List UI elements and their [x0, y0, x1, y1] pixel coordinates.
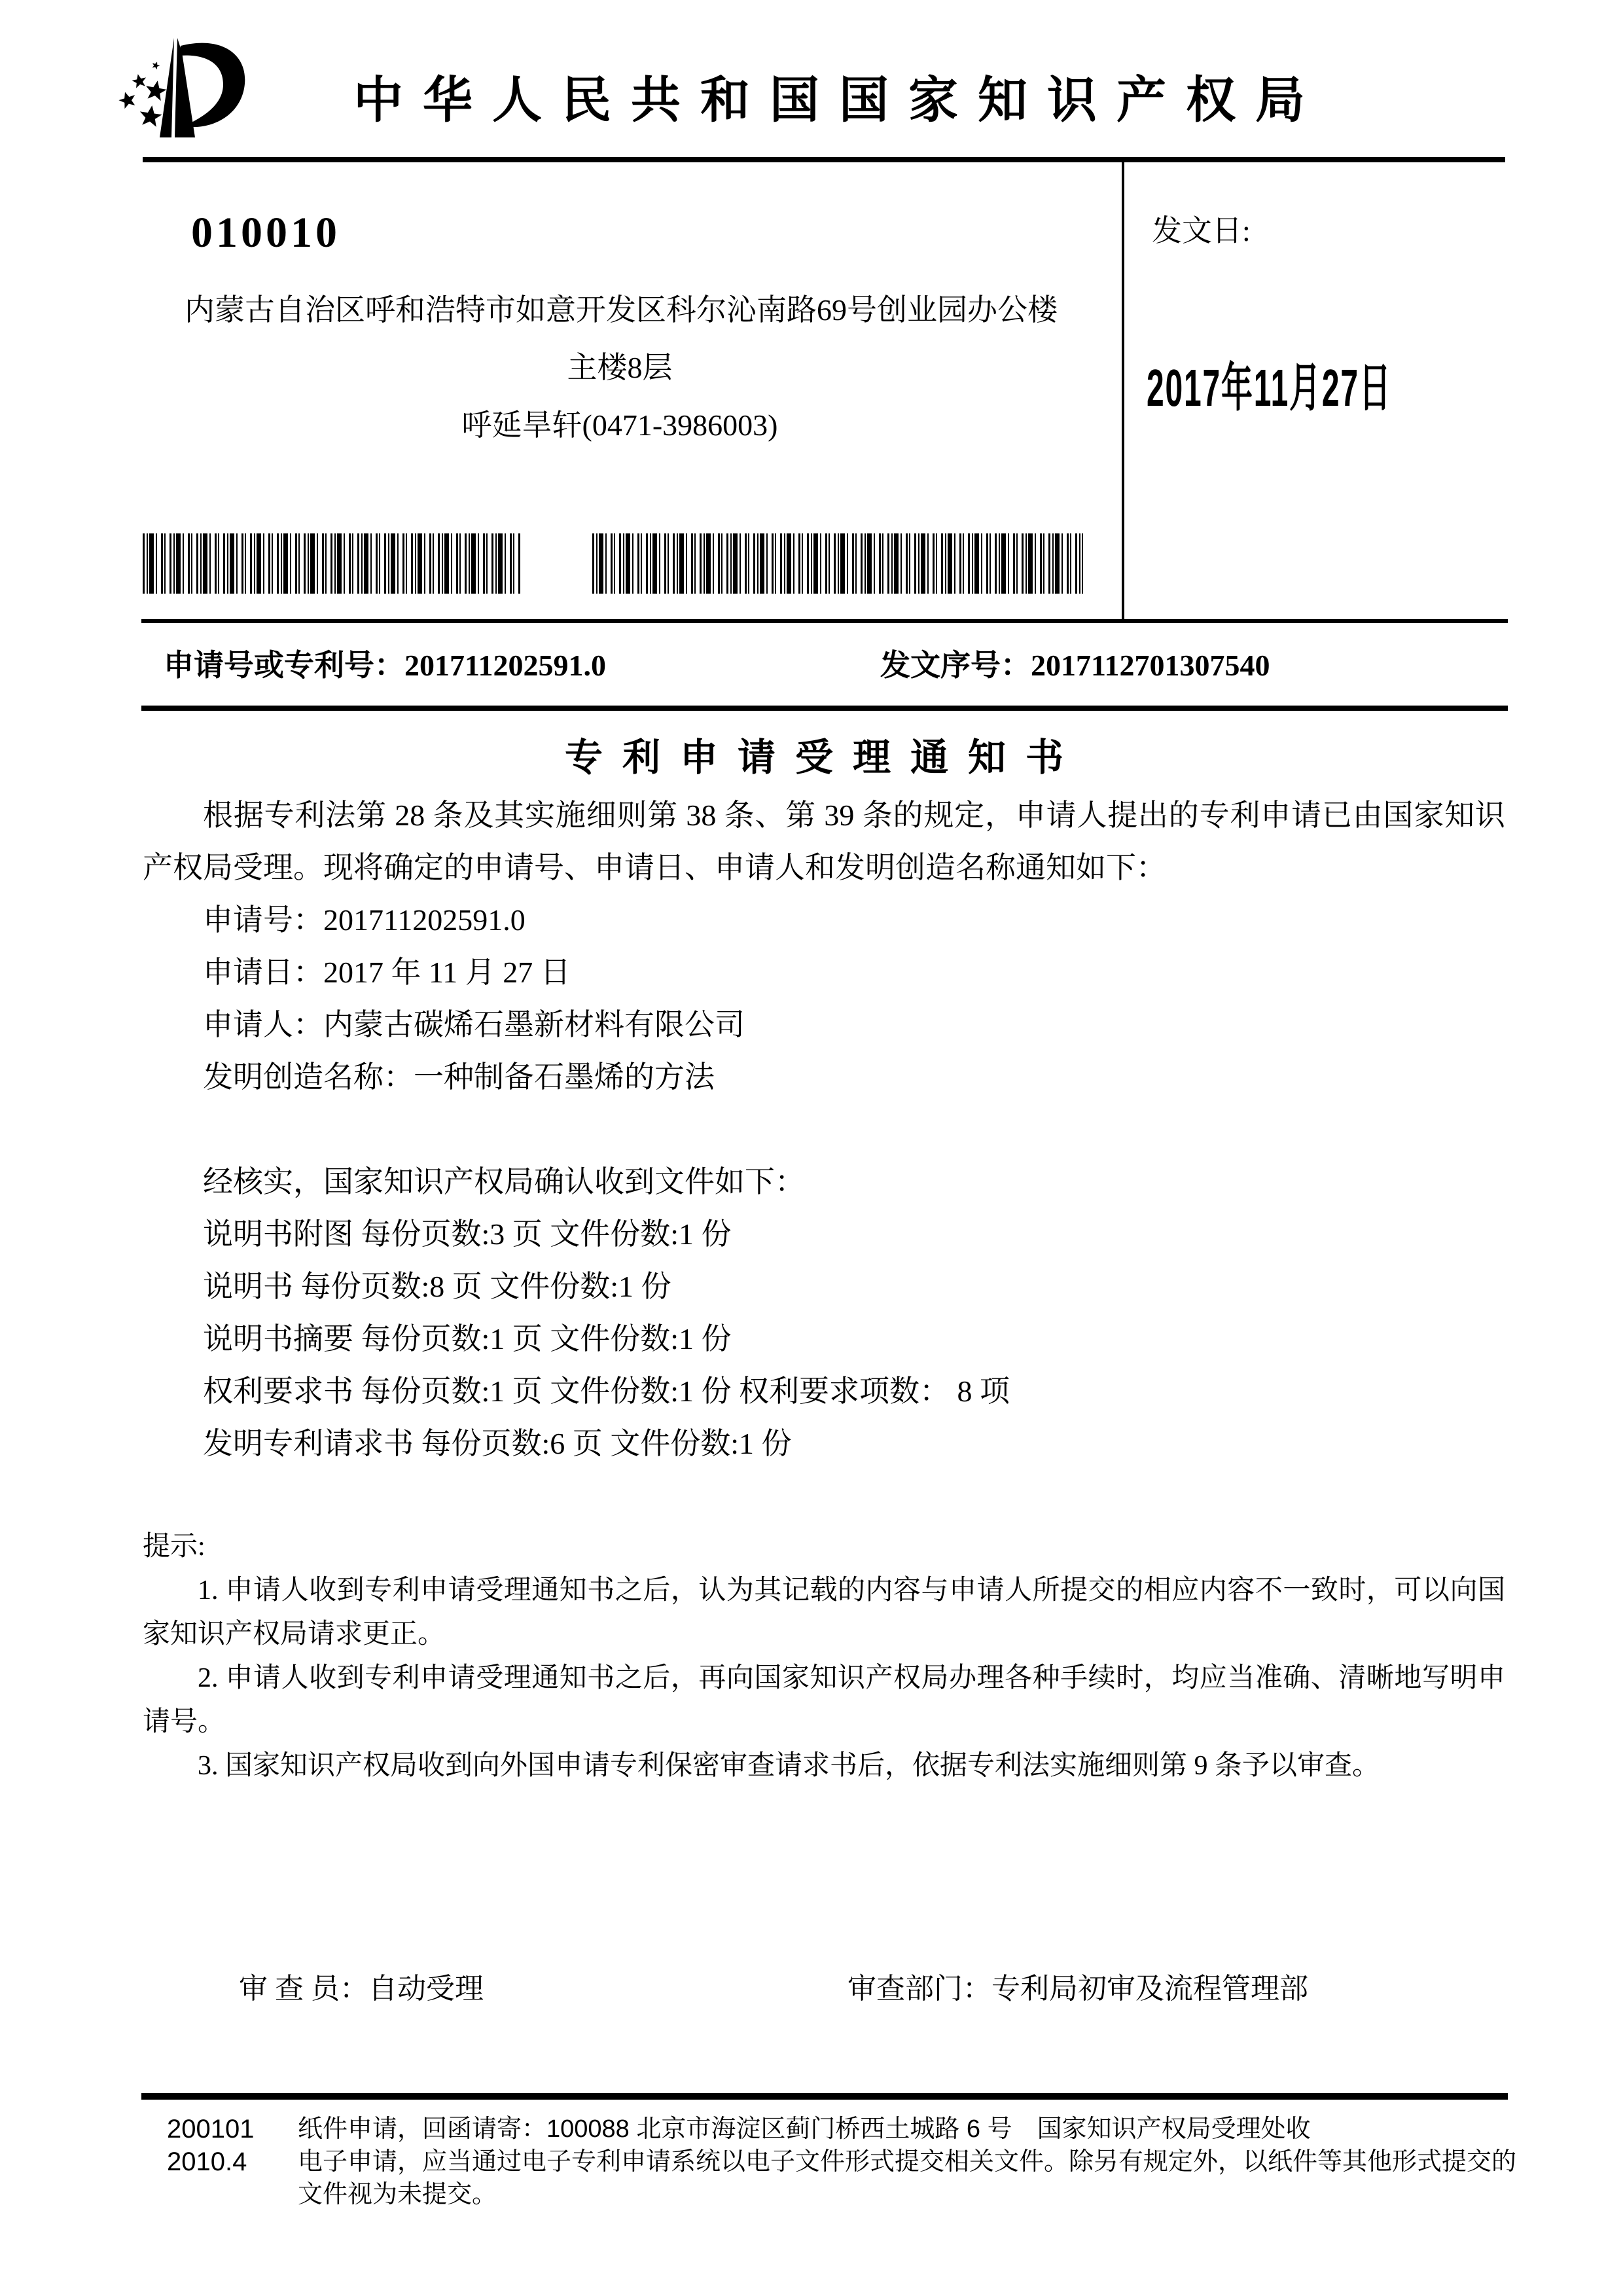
agency-title: 中华人民共和国国家知识产权局 [353, 73, 1325, 128]
document-item: 说明书 每份页数:8 页 文件份数:1 份 [203, 1270, 671, 1303]
document-item: 发明专利请求书 每份页数:6 页 文件份数:1 份 [203, 1427, 792, 1460]
confirmation-line: 经核实，国家知识产权局确认收到文件如下： [203, 1165, 805, 1198]
field-applicant: 申请人：内蒙古碳烯石墨新材料有限公司 [203, 1008, 745, 1041]
date-box-vertical-line [1122, 162, 1124, 620]
barcode-serial-number [592, 533, 1083, 594]
issue-date-label: 发文日: [1152, 214, 1251, 247]
note-item: 2. 申请人收到专利申请受理通知书之后，再向国家知识产权局办理各种手续时，均应当准确、清晰地写明申请号。 [143, 1663, 1505, 1737]
notice-body [143, 789, 1505, 1470]
recipient-postal-code: 010010 [191, 209, 340, 257]
department-value: 专利局初审及流程管理部 [991, 1973, 1308, 2005]
footer-form-date: 2010.4 [167, 2147, 247, 2176]
notice-title: 专利申请受理通知书 [564, 736, 1083, 779]
notice-paragraph: 根据专利法第 28 条及其实施细则第 38 条、第 39 条的规定，申请人提出的专利申请已由国家知识产权局受理。现将确定的申请号、申请日、申请人和发明创造名称通知如下： [143, 798, 1505, 884]
recipient-address-line3: 呼延旱轩(0471-3986003) [461, 408, 778, 442]
examiner-label: 审 查 员： [239, 1973, 368, 2005]
notes-section [143, 1525, 1505, 1788]
application-number-value: 201711202591.0 [404, 649, 606, 682]
notice-title-wrap [143, 726, 1505, 781]
serial-number-row [880, 641, 1270, 685]
sipo-logo [98, 26, 262, 160]
note-item: 3. 国家知识产权局收到向外国申请专利保密审查请求书后，依据专利法实施细则第 9 条予以审查。 [198, 1751, 1380, 1781]
document-item: 权利要求书 每份页数:1 页 文件份数:1 份 权利要求项数： 8 项 [203, 1374, 1010, 1408]
notes-heading: 提示: [143, 1532, 205, 1562]
footer-rule [141, 2093, 1508, 2100]
footer-line-electronic-cont: 文件视为未提交。 [298, 2181, 497, 2208]
barcode-application-number [143, 533, 521, 594]
recipient-address-block [185, 281, 1058, 454]
serial-number-value: 2017112701307540 [1031, 649, 1270, 682]
divider-below-reference [141, 706, 1508, 711]
serial-number-label: 发文序号： [880, 649, 1031, 682]
note-item: 1. 申请人收到专利申请受理通知书之后，认为其记载的内容与申请人所提交的相应内容不一致时，可以向国家知识产权局请求更正。 [143, 1575, 1505, 1649]
spacer-line [143, 1103, 1505, 1156]
application-number-row [164, 641, 606, 685]
recipient-address-line2: 主楼8层 [567, 351, 673, 384]
footer-instructions [298, 2113, 1528, 2211]
examiner-row [239, 1965, 484, 2007]
field-application-number: 申请号：201711202591.0 [203, 903, 526, 937]
examiner-value: 自动受理 [368, 1973, 484, 2005]
recipient-address-line1: 内蒙古自治区呼和浩特市如意开发区科尔沁南路69号创业园办公楼 [185, 293, 1058, 327]
field-application-date: 申请日：2017 年 11 月 27 日 [203, 956, 571, 989]
department-row [847, 1965, 1308, 2007]
footer-line-electronic: 电子申请，应当通过电子专利申请系统以电子文件形式提交相关文件。除另有规定外，以纸件等其他形式提交的 [298, 2148, 1517, 2176]
document-item: 说明书摘要 每份页数:1 页 文件份数:1 份 [203, 1322, 732, 1355]
application-number-label: 申请号或专利号： [164, 649, 404, 682]
department-label: 审查部门： [847, 1973, 991, 2005]
issue-date-value: 2017年11月27日 [1147, 359, 1392, 417]
document-item: 说明书附图 每份页数:3 页 文件份数:1 份 [203, 1217, 732, 1251]
footer-form-code: 200101 [167, 2115, 255, 2144]
header-rule [143, 157, 1505, 162]
divider-above-reference [141, 619, 1508, 623]
footer-line-paper: 纸件申请，回函请寄：100088 北京市海淀区蓟门桥西土城路 6 号 国家知识产权局受理处收 [298, 2115, 1311, 2143]
footer-form-codes [167, 2113, 254, 2178]
field-invention-title: 发明创造名称：一种制备石墨烯的方法 [203, 1060, 715, 1094]
